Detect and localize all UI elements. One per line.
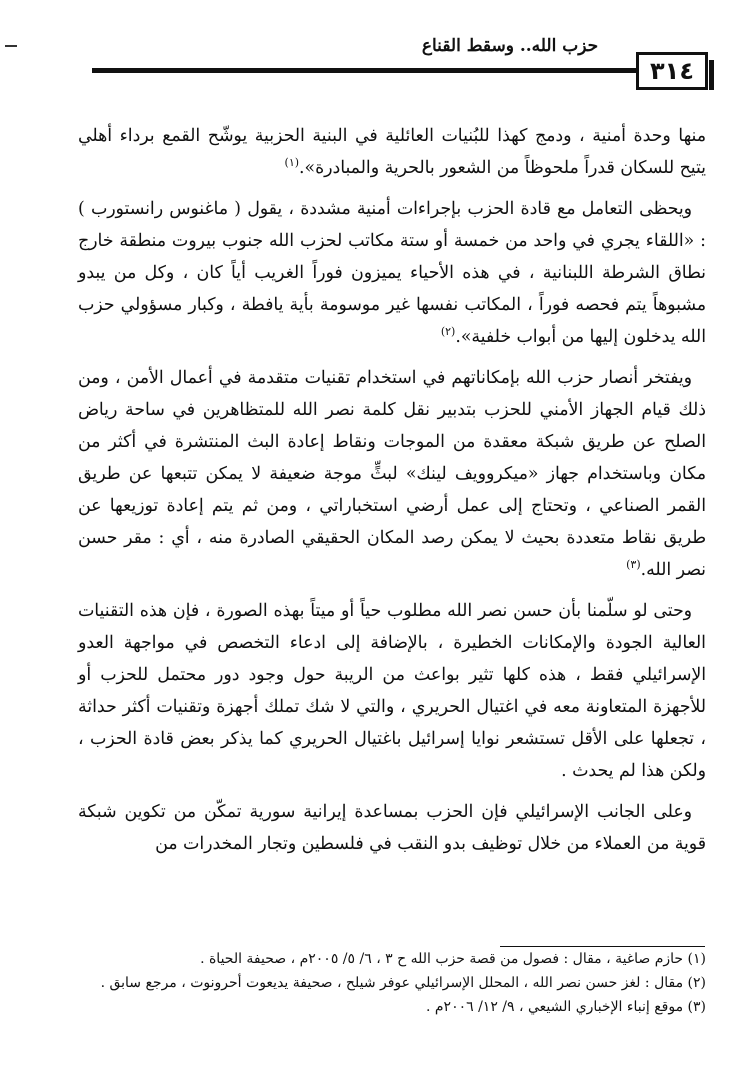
page-number-box xyxy=(636,52,708,90)
page-number: ٣١٤ xyxy=(650,57,694,85)
footnote-ref: (٣) xyxy=(626,558,641,572)
paragraph: منها وحدة أمنية ، ودمج كهذا للبُنيات العائلية في البنية الحزبية يوشّح القمع برداء أهلي يتيح للسكان قدراً ملحوظاً من الشعور بالحرية والمبادرة».$^{(١)}$ xyxy=(78,126,706,178)
header-rule xyxy=(92,68,640,73)
scan-edge-mark xyxy=(5,45,17,47)
footnote-ref: (٢) xyxy=(440,325,456,339)
footnote-ref: (١) xyxy=(284,156,300,170)
body-text xyxy=(78,120,706,860)
paragraph: وحتى لو سلّمنا بأن حسن نصر الله مطلوب حياً أو ميتاً بهذه الصورة ، فإن هذه التقنيات العالية الجودة والإمكانات الخطيرة ، بالإضافة إلى ادعاء التخصص في مواجهة العدو الإسرائيلي فقط ، هذه كلها تثير بواعث من الريبة حول وجود دور محتمل للحزب أو للأجهزة المتعاونة معه في اغتيال الحريري ، والتي لا شك تملك أجهزة وتقنيات أكثر حداثة ، تجعلها على الأقل تستشعر نوايا إسرائيل باغتيال الحريري كما يذكر بعض قادة الحزب ، ولكن هذا لم يحدث . xyxy=(78,601,706,781)
footnote: (٣) موقع إنباء الإخباري الشيعي ، ٩/ ١٢/ ٢٠٠٦م . xyxy=(425,999,706,1015)
paragraph: ويفتخر أنصار حزب الله بإمكاناتهم في استخدام تقنيات متقدمة في أعمال الأمن ، ومن ذلك قيام الجهاز الأمني للحزب بتدبير نقل كلمة نصر الله للمتظاهرين في ساحة رياض الصلح عن طريق شبكة معقدة من الموجات ونقاط إعادة البث المنتشرة في أكثر من مكان وباستخدام جهاز «ميكروويف لينك» لبثٍّ موجة ضعيفة لا يمكن تتبعها عن طريق القمر الصناعي ، وتحتاج إلى عمل أرضي استخباراتي ، ومن ثم يتم إعادة توزيعها عن طريق نقاط متعددة بحيث لا يمكن رصد المكان الحقيقي الصادرة منه ، أي : مقر حسن نصر الله.$^{(٣)}$ xyxy=(78,368,706,580)
running-title: حزب الله.. وسقط القناع xyxy=(421,36,599,56)
footnote: (١) حازم صاغية ، مقال : فصول من قصة حزب الله ح ٣ ، ٦/ ٥/ ٢٠٠٥م ، صحيفة الحياة . xyxy=(200,951,706,967)
paragraph: وعلى الجانب الإسرائيلي فإن الحزب بمساعدة إيرانية سورية تمكّن من تكوين شبكة قوية من العملاء من خلال توظيف بدو النقب في فلسطين وتجار المخدرات من xyxy=(78,802,706,854)
footnote-separator xyxy=(500,946,705,947)
paragraph: ويحظى التعامل مع قادة الحزب بإجراءات أمنية مشددة ، يقول ( ماغنوس رانستورب ) : «اللقاء يجري في واحد من خمسة أو ستة مكاتب لحزب الله جنوب بيروت منطقة خارج نطاق الشرطة اللبنانية ، في هذه الأحياء يميزون فوراً الغريب أياً كان ، وكل من يبدو مشبوهاً يتم فحصه فوراً ، المكاتب نفسها غير موسومة بأية يافطة ، وكبار مسؤولي حزب الله يدخلون إليها من أبواب خلفية».$^{(٢)}$ xyxy=(78,199,706,347)
footnotes xyxy=(78,948,706,1020)
footnote: (٢) مقال : لغز حسن نصر الله ، المحلل الإسرائيلي عوفر شيلح ، صحيفة يديعوت أحرونوت ، مرجع سابق . xyxy=(100,975,706,991)
